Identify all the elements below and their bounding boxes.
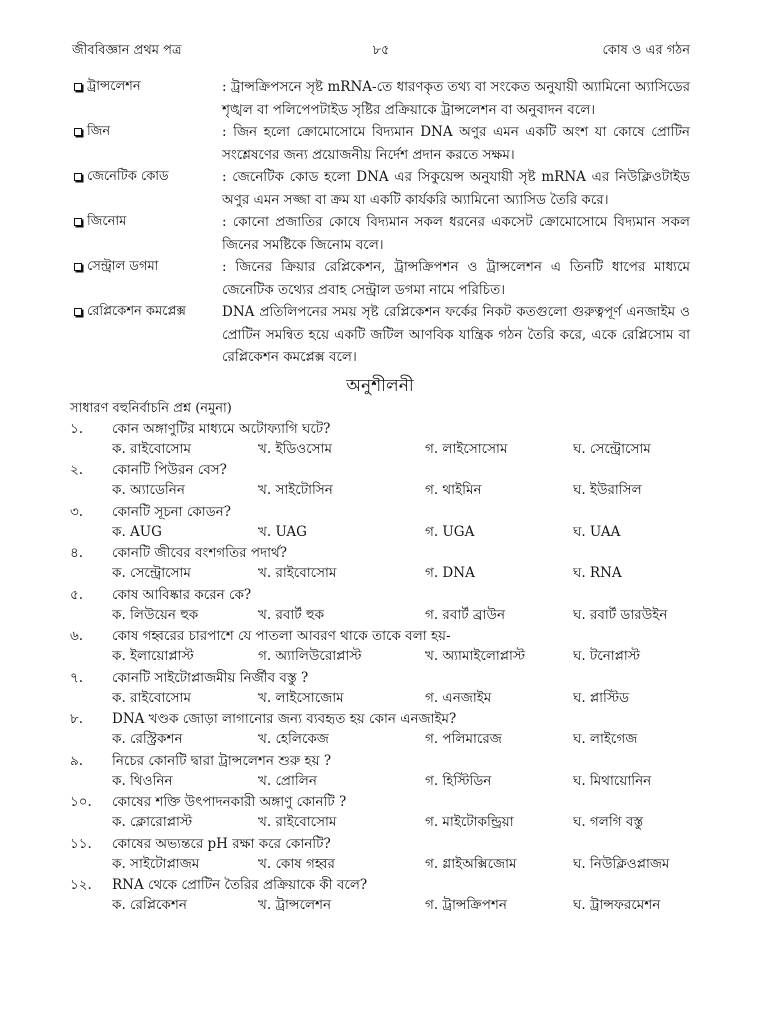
- question-item: [70, 626, 690, 668]
- question-item: [70, 751, 690, 793]
- answer-option: ক. ক্লোরোপ্লাস্ট: [112, 814, 193, 830]
- question-item: [70, 502, 690, 544]
- answer-option: ক. রেপ্লিকেশন: [112, 897, 187, 913]
- definition-item: [70, 211, 690, 256]
- question-item: [70, 460, 690, 502]
- answer-option: গ. মাইটোকন্ড্রিয়া: [425, 814, 514, 830]
- answer-option: ক. রেস্ট্রিকশন: [112, 731, 183, 747]
- answer-option: ঘ. RNA: [573, 565, 622, 581]
- answer-option: ক. সাইটোপ্লাজম: [112, 855, 200, 872]
- exercise-title: অনুশীলনী: [346, 375, 414, 396]
- question-number: ১.: [70, 420, 84, 437]
- answer-option: ঘ. সেন্ট্রোসোম: [573, 440, 651, 457]
- definition-text: : কোনো প্রজাতির কোষে বিদ্যমান সকল ধরনের একসেট ক্রোমোসোমে বিদ্যমান সকল জিনের সমষ্টিকে জিনোম বলে।: [222, 214, 690, 253]
- answer-option: গ. ট্রান্সক্রিপশন: [425, 897, 507, 913]
- answer-option: খ. UAG: [258, 523, 307, 540]
- question-number: ৩.: [70, 503, 84, 520]
- answer-option: গ. পলিমারেজ: [425, 731, 502, 747]
- question-item: [70, 834, 690, 876]
- question-number: ১১.: [70, 835, 92, 852]
- question-item: [70, 668, 690, 710]
- definition-term: [74, 211, 222, 234]
- chapter-title: কোষ ও এর গঠন: [602, 43, 690, 58]
- question-item: [70, 709, 690, 751]
- term-label: জিন: [87, 124, 111, 139]
- answer-option: গ. লাইসোসোম: [425, 440, 508, 457]
- checkbox-square-icon: [74, 263, 82, 271]
- answer-option: ঘ. রবার্ট ডারউইন: [573, 606, 668, 623]
- question-item: [70, 875, 690, 917]
- definition-text: : জিনের ক্রিয়ার রেপ্লিকেশন, ট্রান্সক্রিপশন ও ট্রান্সলেশন এ তিনটি ধাপের মাধ্যমে জেনেটিক তথ্যের প্রবাহ সেন্ট্রাল ডগমা নামে পরিচিত।: [222, 259, 690, 298]
- question-text: DNA খণ্ডক জোড়া লাগানোর জন্য ব্যবহৃত হয় কোন এনজাইম?: [112, 711, 457, 727]
- answer-option: খ. ট্রান্সলেশন: [258, 897, 332, 913]
- answer-option: ক. রাইবোসোম: [112, 689, 191, 706]
- answer-option: ক. অ্যাডেনিন: [112, 482, 185, 498]
- page-header: [70, 40, 690, 62]
- definition-item: [70, 121, 690, 166]
- definition-item: [70, 166, 690, 211]
- answer-option: খ. লাইসোজোম: [258, 689, 344, 706]
- answer-option: ক. লিউয়েন হুক: [112, 606, 199, 623]
- question-text: কোনটি সাইটোপ্লাজমীয় নির্জীব বস্তু ?: [112, 669, 309, 686]
- answer-option: ক. AUG: [112, 523, 162, 540]
- answer-option: খ. ইডিওসোম: [258, 440, 332, 457]
- mcq-list: [70, 419, 690, 917]
- question-number: ১০.: [70, 794, 92, 810]
- term-label: জিনোম: [87, 214, 127, 229]
- exercise-subtitle: সাধারণ বহুনির্বাচনি প্রশ্ন (নমুনা): [70, 400, 232, 416]
- question-item: [70, 585, 690, 627]
- question-text: কোন অঙ্গাণুটির মাধ্যমে অটোফ্যাগি ঘটে?: [112, 420, 331, 437]
- definition-text: : জেনেটিক কোড হলো DNA এর সিকুয়েন্স অনুযায়ী সৃষ্ট mRNA এর নিউক্লিওটাইড অণুর এমন সজ্জা বা ক্রম যা একটি কার্যকরি অ্যামিনো অ্যাসিড তৈরি করে।: [222, 169, 690, 208]
- question-text: কোষের অভ্যন্তরে pH রক্ষা করে কোনটি?: [112, 835, 331, 852]
- answer-option: খ. কোষ গহ্বর: [258, 855, 335, 872]
- answer-option: খ. রবার্ট হুক: [258, 606, 325, 623]
- answer-option: ক. ইলায়োপ্লাস্ট: [112, 648, 194, 664]
- answer-option: ঘ. প্লাস্টিড: [573, 689, 630, 706]
- question-number: ২.: [70, 462, 84, 478]
- term-label: সেন্ট্রাল ডগমা: [87, 259, 159, 274]
- answer-option: গ. UGA: [425, 523, 475, 540]
- answer-option: ঘ. টনোপ্লাস্ট: [573, 648, 641, 664]
- answer-option: গ. গ্লাইঅক্সিজোম: [425, 855, 517, 872]
- checkbox-square-icon: [74, 128, 82, 136]
- definition-item: [70, 76, 690, 121]
- question-text: কোনটি জীবের বংশগতির পদার্থ?: [112, 545, 288, 561]
- question-number: ৫.: [70, 586, 84, 603]
- answer-option: গ. রবার্ট ব্রাউন: [425, 606, 506, 623]
- question-number: ৭.: [70, 669, 84, 686]
- answer-option: খ. হেলিকেজ: [258, 731, 329, 747]
- question-text: নিচের কোনটি দ্বারা ট্রান্সলেশন শুরু হয় ?: [112, 752, 332, 769]
- answer-option: ঘ. ট্রান্সফরমেশন: [573, 897, 661, 913]
- question-text: কোষ আবিষ্কার করেন কে?: [112, 586, 252, 603]
- question-text: কোনটি পিউরন বেস?: [112, 462, 227, 478]
- definition-term: [74, 121, 222, 144]
- definition-text: : জিন হলো ক্রোমোসোমে বিদ্যমান DNA অণুর এমন একটি অংশ যা কোষে প্রোটিন সংশ্লেষণের জন্য প্রয়োজনীয় নির্দেশ প্রদান করতে সক্ষম।: [222, 124, 690, 163]
- answer-option: ক. সেন্ট্রোসোম: [112, 565, 191, 581]
- question-item: [70, 419, 690, 461]
- question-number: ৮.: [70, 711, 84, 727]
- answer-option: খ. সাইটোসিন: [258, 482, 333, 498]
- definition-term: [74, 166, 222, 189]
- term-label: রেপ্লিকেশন কমপ্লেক্স: [87, 304, 186, 319]
- subject-title: জীববিজ্ঞান প্রথম পত্র: [72, 43, 182, 58]
- question-item: [70, 543, 690, 585]
- answer-option: ঘ. গলগি বস্তু: [573, 814, 644, 830]
- page-number: ৮৫: [372, 43, 390, 58]
- answer-option: ঘ. ইউরাসিল: [573, 482, 642, 498]
- answer-option: গ. এনজাইম: [425, 689, 492, 706]
- question-number: ৯.: [70, 752, 84, 769]
- checkbox-square-icon: [74, 308, 82, 316]
- answer-option: গ. থাইমিন: [425, 482, 482, 498]
- answer-option: ঘ. নিউক্লিওপ্লাজম: [573, 855, 670, 872]
- term-label: জেনেটিক কোড: [87, 169, 169, 184]
- definition-term: [74, 256, 222, 279]
- definitions-list: [70, 76, 690, 369]
- answer-option: ঘ. মিথায়োনিন: [573, 772, 652, 789]
- question-text: কোষ গহ্বরের চারপাশে যে পাতলা আবরণ থাকে তাকে বলা হয়-: [112, 628, 451, 644]
- question-text: কোষের শক্তি উৎপাদনকারী অঙ্গাণু কোনটি ?: [112, 794, 347, 810]
- definition-text: DNA প্রতিলিপনের সময় সৃষ্ট রেপ্লিকেশন ফর্কের নিকট কতগুলো গুরুত্বপূর্ণ এনজাইম ও প্রোটিন সমন্বিত হয়ে একটি জটিল আণবিক যান্ত্রিক গঠন তৈরি করে, একে রেপ্লিসোম বা রেপ্লিকেশন কমপ্লেক্স বলে।: [222, 304, 690, 365]
- answer-option: গ. অ্যালিউরোপ্লাস্ট: [258, 648, 362, 664]
- definition-item: [70, 301, 690, 369]
- answer-option: গ. হিস্টিডিন: [425, 772, 492, 789]
- question-number: ১২.: [70, 877, 92, 893]
- definition-text: : ট্রান্সক্রিপসনে সৃষ্ট mRNA-তে ধারণকৃত তথ্য বা সংকেত অনুযায়ী অ্যামিনো অ্যাসিডের শৃঙ্খল বা পলিপেপটাইড সৃষ্টির প্রক্রিয়াকে ট্রান্সলেশন বা অনুবাদন বলে।: [222, 79, 690, 118]
- answer-option: ঘ. লাইগেজ: [573, 731, 638, 747]
- answer-option: খ. রাইবোসোম: [258, 814, 337, 830]
- answer-option: খ. অ্যামাইলোপ্লাস্ট: [425, 648, 526, 664]
- checkbox-square-icon: [74, 173, 82, 181]
- answer-option: গ. DNA: [425, 565, 475, 581]
- answer-option: খ. রাইবোসোম: [258, 565, 337, 581]
- question-text: RNA থেকে প্রোটিন তৈরির প্রক্রিয়াকে কী বলে?: [112, 877, 368, 893]
- question-number: ৬.: [70, 628, 84, 644]
- question-text: কোনটি সূচনা কোডন?: [112, 503, 231, 520]
- question-number: ৪.: [70, 545, 84, 561]
- question-item: [70, 792, 690, 834]
- answer-option: ক. থিওনিন: [112, 772, 173, 789]
- definition-term: [74, 301, 222, 324]
- answer-option: ক. রাইবোসোম: [112, 440, 191, 457]
- answer-option: ঘ. UAA: [573, 523, 621, 540]
- definition-item: [70, 256, 690, 301]
- checkbox-square-icon: [74, 218, 82, 226]
- term-label: ট্রান্সলেশন: [87, 79, 141, 94]
- answer-option: খ. প্রোলিন: [258, 772, 317, 789]
- checkbox-square-icon: [74, 83, 82, 91]
- definition-term: [74, 76, 222, 99]
